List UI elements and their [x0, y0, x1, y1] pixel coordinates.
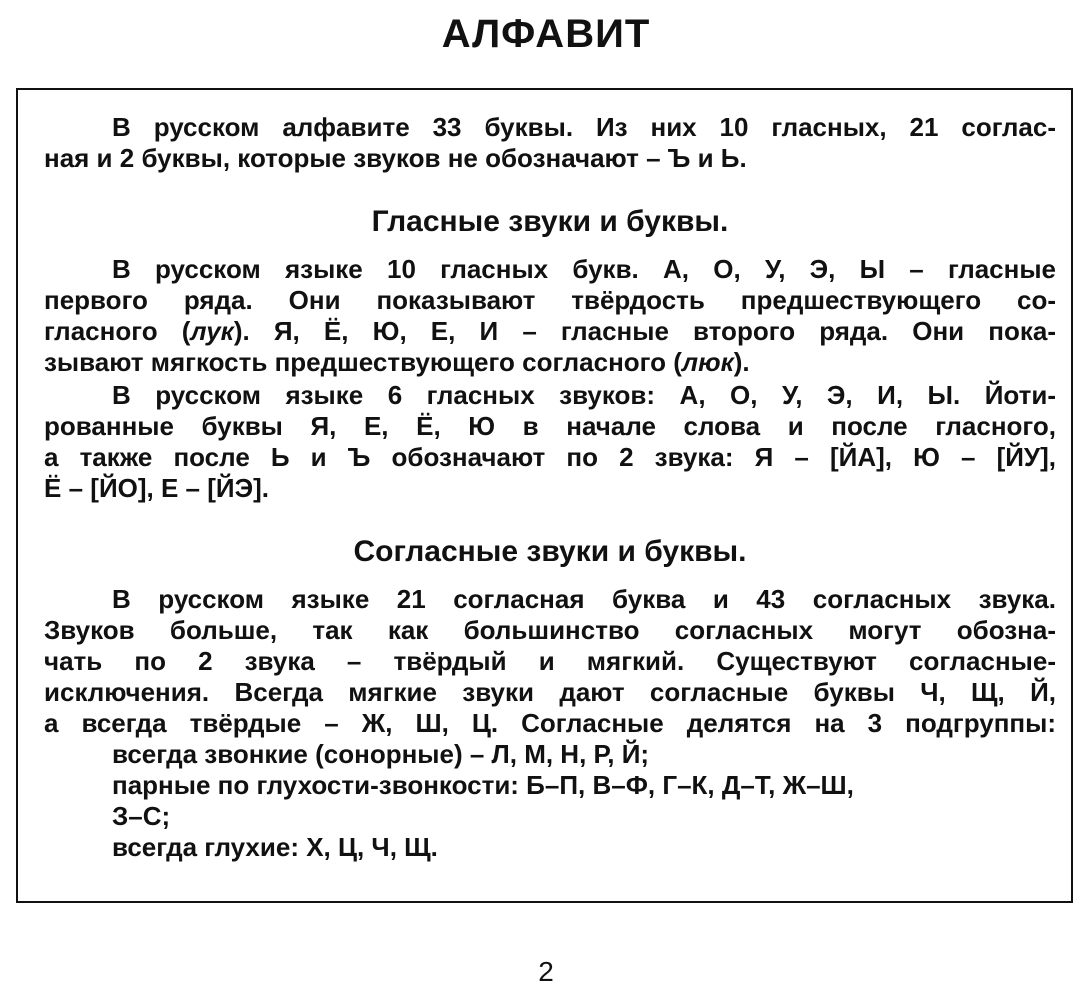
text-run: гласного ( [44, 316, 191, 346]
vowels-p1-line-1: В русском языке 10 гласных букв. А, О, У, Э, Ы – гласные [112, 254, 1056, 284]
list-item-paired-continued: З–С; [112, 801, 171, 831]
page-number: 2 [538, 956, 554, 987]
consonants-heading: Согласные звуки и буквы. [353, 535, 747, 568]
vowels-p2-line-3: а также после Ь и Ъ обозначают по 2 звука: Я – [ЙА], Ю – [ЙУ], [44, 442, 1056, 472]
example-word-luk: лук [190, 316, 234, 346]
vowels-paragraph-2 [44, 380, 1056, 504]
consonants-p1-line-3: чать по 2 звука – твёрдый и мягкий. Существуют согласные- [44, 646, 1056, 676]
list-item-voiced: всегда звонкие (сонорные) – Л, М, Н, Р, Й; [112, 739, 650, 769]
vowels-paragraph-1 [44, 254, 1056, 378]
vowels-heading: Гласные звуки и буквы. [371, 205, 729, 238]
consonants-p1-line-4: исключения. Всегда мягкие звуки дают согласные буквы Ч, Щ, Й, [44, 677, 1056, 707]
vowels-p2-line-2: рованные буквы Я, Е, Ё, Ю в начале слова и после гласного, [44, 411, 1056, 441]
list-item-paired: парные по глухости-звонкости: Б–П, В–Ф, Г–К, Д–Т, Ж–Ш, [112, 770, 854, 800]
intro-line-2: ная и 2 буквы, которые звуков не обозначают – Ъ и Ь. [44, 143, 747, 173]
consonant-subgroups-list [44, 739, 1056, 863]
example-word-lyuk: люк [681, 347, 734, 377]
page-title: АЛФАВИТ [441, 12, 651, 56]
vowels-p1-line-3 [44, 316, 1056, 347]
vowels-p1-line-2: первого ряда. Они показывают твёрдость предшествующего со- [44, 285, 1056, 315]
consonants-paragraph-1 [44, 584, 1056, 739]
list-item-voiceless: всегда глухие: Х, Ц, Ч, Щ. [112, 832, 438, 862]
consonants-p1-line-5: а всегда твёрдые – Ж, Ш, Ц. Согласные делятся на 3 подгруппы: [44, 708, 1056, 738]
vowels-p2-line-1: В русском языке 6 гласных звуков: А, О, У, Э, И, Ы. Йоти- [112, 380, 1056, 410]
consonants-p1-line-1: В русском языке 21 согласная буква и 43 согласных звука. [112, 584, 1056, 614]
intro-line-1: В русском алфавите 33 буквы. Из них 10 гласных, 21 соглас- [112, 112, 1056, 142]
text-run: ). [733, 347, 750, 377]
text-run: ). Я, Ё, Ю, Е, И – гласные второго ряда. Они пока- [233, 316, 1056, 346]
consonants-p1-line-2: Звуков больше, так как большинство согласных могут обозна- [44, 615, 1056, 645]
vowels-p2-line-4: Ё – [ЙО], Е – [ЙЭ]. [44, 473, 269, 503]
vowels-p1-line-4 [44, 347, 1056, 378]
text-run: зывают мягкость предшествующего согласного ( [44, 347, 682, 377]
content-body [44, 112, 1056, 863]
intro-paragraph [44, 112, 1056, 174]
